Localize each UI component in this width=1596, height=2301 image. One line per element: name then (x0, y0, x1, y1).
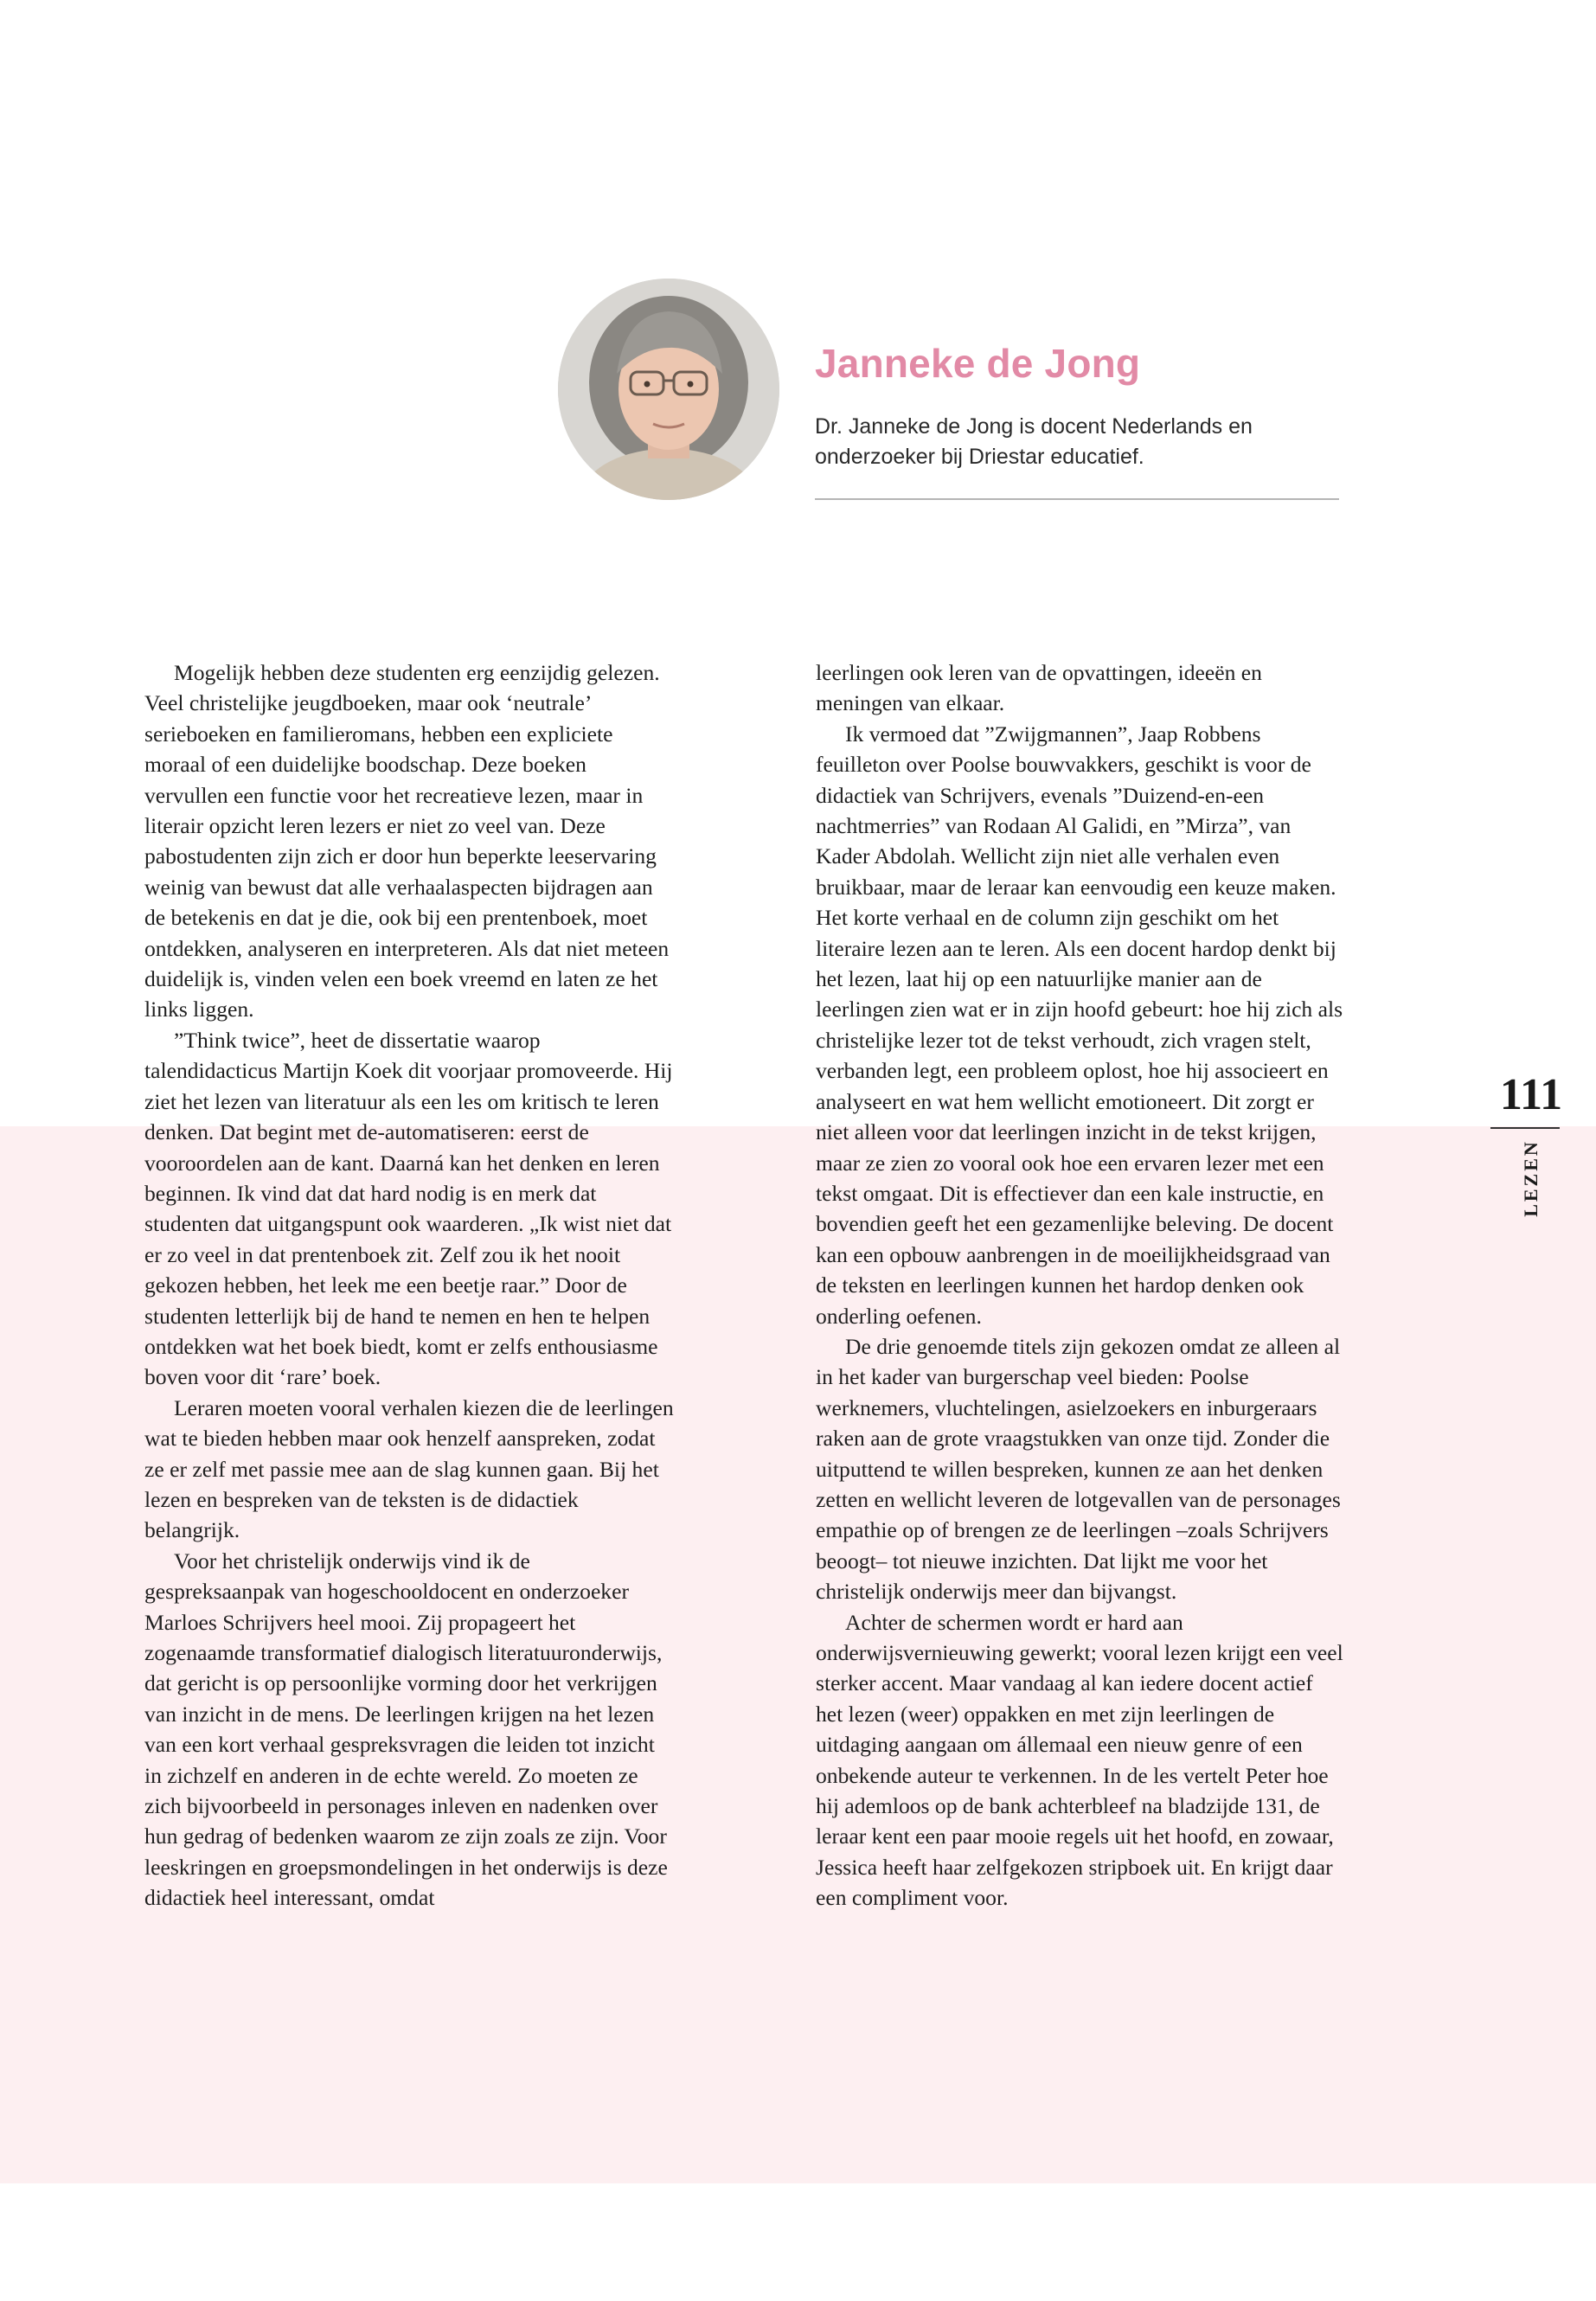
paragraph: ”Think twice”, heet de dissertatie waarop talendidacticus Martijn Koek dit voorjaar promoveerde. Hij ziet het lezen van literatuur als een les om kritisch te leren denken. Dat begint met de-automatiseren: eerst de vooroordelen aan de kant. Daarná kan het denken en leren beginnen. Ik vind dat dat hard nodig is en merk dat studenten dat uitgangspunt ook waarderen. „Ik wist niet dat er zo veel in dat prentenboek zit. Zelf zou ik het nooit gekozen hebben, het leek me een beetje raar.” Door de studenten letterlijk bij de hand te nemen en hen te helpen ontdekken wat het boek biedt, komt er zelfs enthousiasme boven voor dit ‘rare’ boek. (144, 1027, 673, 1390)
paragraph: Voor het christelijk onderwijs vind ik de gespreksaanpak van hogeschooldocent en onderzoeker Marloes Schrijvers heel mooi. Zij propageert het zogenaamde transformatief dialogisch literatuuronderwijs, dat gericht is op persoonlijke vorming door het verkrijgen van inzicht in de mens. De leerlingen krijgen na het lezen van een kort verhaal gespreksvragen die leiden tot inzicht in zichzelf en anderen in de echte wereld. Zo moeten ze zich bijvoorbeeld in personages inleven en nadenken over hun gedrag of bedenken waarom ze zijn zoals ze zijn. Voor leeskringen en groepsmondelingen in het onderwijs is deze didactiek heel interessant, omdat (144, 1548, 668, 1911)
paragraph: Leraren moeten vooral verhalen kiezen die de leerlingen wat te bieden hebben maar ook henzelf aanspreken, zodat ze er zelf met passie mee aan de slag kunnen gaan. Bij het lezen en bespreken van de teksten is de didactiek belangrijk. (144, 1394, 674, 1543)
author-name: Janneke de Jong (815, 341, 1141, 386)
paragraph: Achter de schermen wordt er hard aan onderwijsvernieuwing gewerkt; vooral lezen krijgt een veel sterker accent. Maar vandaag al kan iedere docent actief het lezen (weer) oppakken en met zijn leerlingen de uitdaging aangaan om állemaal een nieuw genre of een onbekende auteur te verkennen. In de les vertelt Peter hoe hij ademloos op de bank achterbleef na bladzijde 131, de leraar kent een paar mooie regels uit het hoofd, en zowaar, Jessica heeft haar zelfgekozen stripboek uit. En krijgt daar een compliment voor. (816, 1609, 1343, 1911)
paragraph: De drie genoemde titels zijn gekozen omdat ze alleen al in het kader van burgerschap veel bieden: Poolse werknemers, vluchtelingen, asielzoekers en inburgeraars raken aan de grote vraagstukken van onze tijd. Zonder die uitputtend te willen bespreken, kunnen ze aan het denken zetten en wellicht leveren de lotgevallen van de personages empathie op of brengen ze de leerlingen –zoals Schrijvers beoogt– tot nieuwe inzichten. Dat lijkt me voor het christelijk onderwijs meer dan bijvangst. (816, 1333, 1341, 1605)
author-portrait-illustration (558, 279, 779, 500)
bio-divider (815, 498, 1339, 500)
article-left-column (144, 657, 674, 1913)
section-label: LEZEN (1520, 1139, 1542, 1217)
author-portrait (558, 279, 779, 500)
paragraph: Mogelijk hebben deze studenten erg eenzijdig gelezen. Veel christelijke jeugdboeken, maar ook ‘neutrale’ serieboeken en familieromans, hebben een expliciete moraal of een duidelijke boodschap. Deze boeken vervullen een functie voor het recreatieve lezen, maar in literair opzicht leren lezers er niet zo veel van. Deze pabostudenten zijn zich er door hun beperkte leeservaring weinig van bewust dat alle verhaalaspecten bijdragen aan de betekenis en dat je die, ook bij een prentenboek, moet ontdekken, analyseren en interpreteren. Als dat niet meteen duidelijk is, vinden velen een boek vreemd en laten ze het links liggen. (144, 660, 670, 1022)
page-number: 111 (1499, 1070, 1563, 1119)
paragraph: Ik vermoed dat ”Zwijgmannen”, Jaap Robbens feuilleton over Poolse bouwvakkers, geschikt is voor de didactiek van Schrijvers, evenals ”Duizend-en-een nachtmerries” van Rodaan Al Galidi, en ”Mirza”, van Kader Abdolah. Wellicht zijn niet alle verhalen even bruikbaar, maar de leraar kan eenvoudig een keuze maken. Het korte verhaal en de column zijn geschikt om het literaire lezen aan te leren. Als een docent hardop denkt bij het lezen, laat hij op een natuurlijke manier aan de leerlingen zien wat er in zijn hoofd gebeurt: hoe hij zich als christelijke lezer tot de tekst verhoudt, zich vragen stelt, verbanden legt, een probleem oplost, hoe hij associeert en analyseert en wat hem wellicht emotioneert. Dit zorgt er niet alleen voor dat leerlingen inzicht in de tekst krijgen, maar ze zien zo vooral ook hoe een ervaren lezer met een tekst omgaat. Dit is effectiever dan een kale instructie, en bovendien geeft het een gezamenlijke beleving. De docent kan een opbouw aanbrengen in de moeilijkheidsgraad van de teksten en leerlingen kunnen het hardop denken ook onderling oefenen. (816, 721, 1343, 1329)
page-number-divider (1490, 1127, 1560, 1129)
author-bio: Dr. Janneke de Jong is docent Nederlands en onderzoeker bij Driestar educatief. (815, 414, 1253, 469)
article-right-column (816, 657, 1345, 1913)
paragraph: leerlingen ook leren van de opvattingen, ideeën en meningen van elkaar. (816, 660, 1262, 716)
